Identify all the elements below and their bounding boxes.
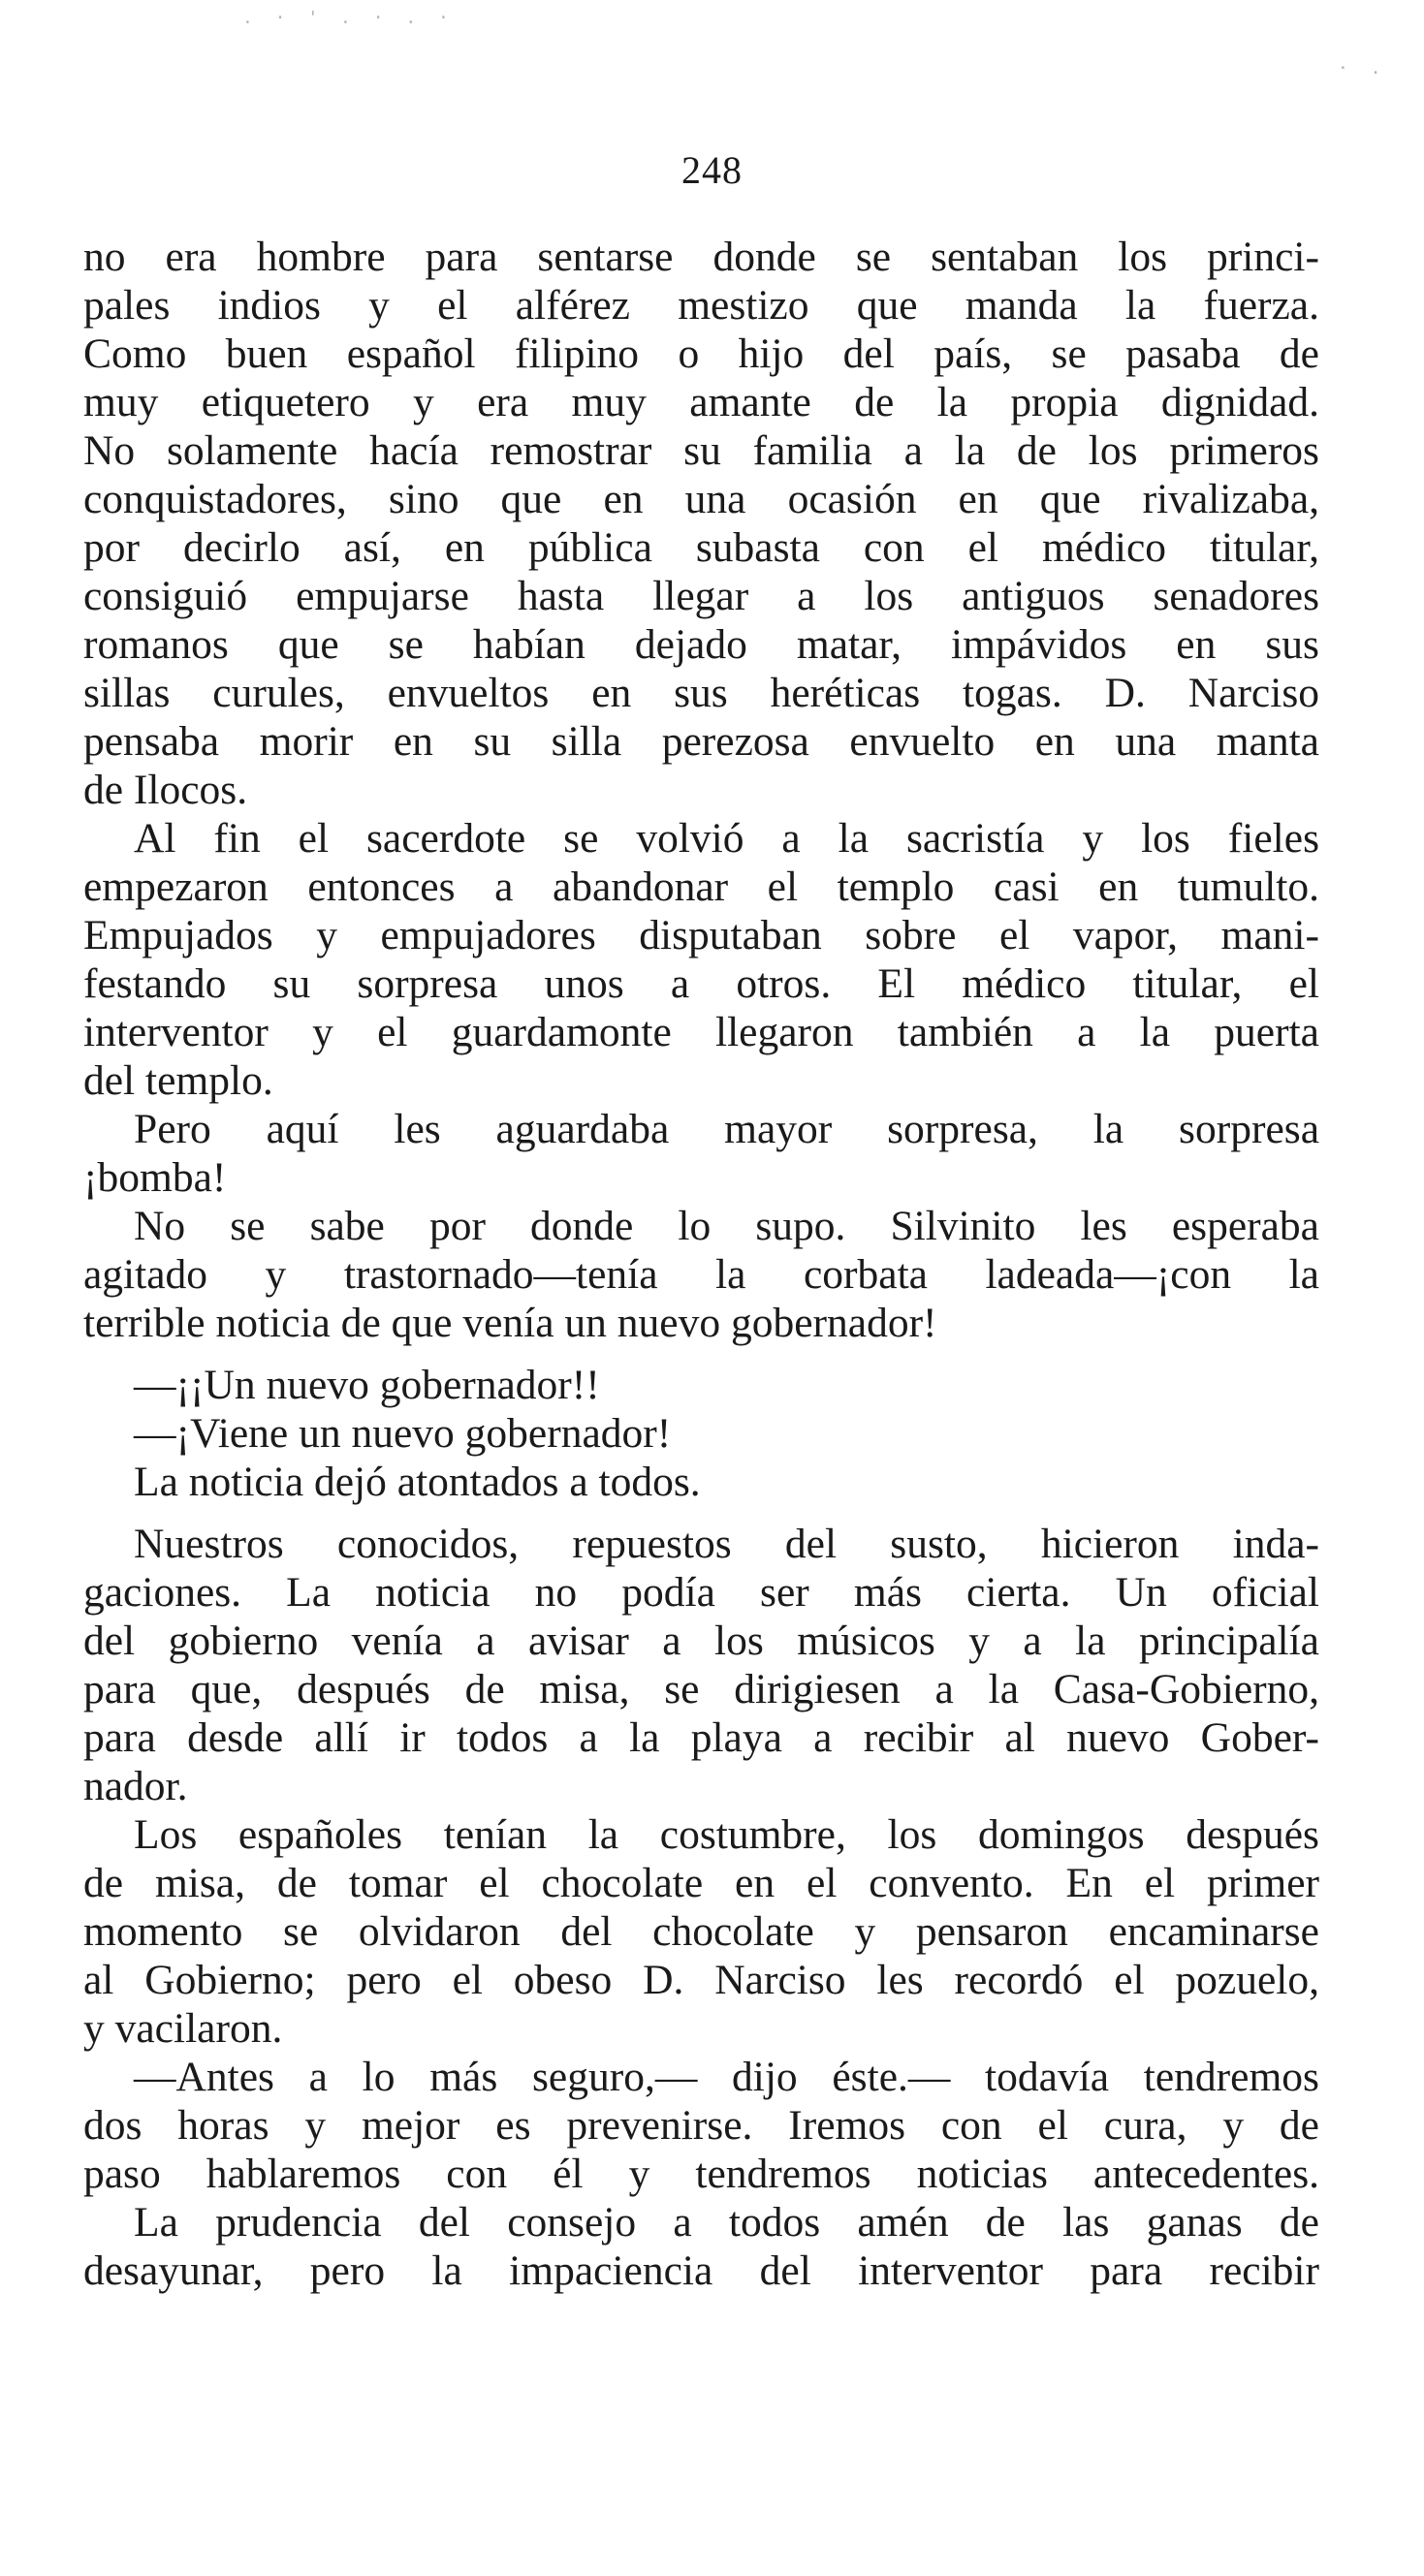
text-line: La noticia dejó atontados a todos.	[134, 1459, 701, 1505]
text-line: y vacilaron.	[83, 2005, 283, 2052]
page-number: 248	[681, 148, 743, 192]
text-line: para que, después de misa, se dirigiesen a la Casa-Gobierno,	[83, 1666, 1319, 1712]
text-line: romanos que se habían dejado matar, impávidos en sus	[83, 621, 1319, 668]
text-line: del templo.	[83, 1057, 273, 1104]
text-line: pensaba morir en su silla perezosa envuelto en una manta	[83, 718, 1319, 765]
text-line: No se sabe por donde lo supo. Silvinito les esperaba	[134, 1203, 1319, 1249]
text-line: sillas curules, envueltos en sus heréticas togas. D. Narciso	[83, 670, 1319, 716]
text-line: de misa, de tomar el chocolate en el convento. En el primer	[83, 1860, 1319, 1906]
text-line: por decirlo así, en pública subasta con el médico titular,	[83, 524, 1319, 571]
body-text	[83, 233, 1319, 2295]
text-line: momento se olvidaron del chocolate y pensaron encaminarse	[83, 1908, 1319, 1955]
text-line: Como buen español filipino o hijo del país, se pasaba de	[83, 330, 1319, 377]
text-line: no era hombre para sentarse donde se sentaban los princi-	[83, 234, 1319, 280]
dialogue-line: —Antes a lo más seguro,— dijo éste.— todavía tendremos	[134, 2054, 1319, 2100]
text-line: del gobierno venía a avisar a los músicos y a la principalía	[83, 1618, 1319, 1664]
text-line: nador.	[83, 1763, 188, 1809]
text-line: pales indios y el alférez mestizo que manda la fuerza.	[83, 282, 1319, 329]
text-line: Empujados y empujadores disputaban sobre el vapor, mani-	[83, 912, 1319, 958]
text-line: paso hablaremos con él y tendremos noticias antecedentes.	[83, 2151, 1319, 2197]
dialogue-line: —¡Viene un nuevo gobernador!	[134, 1410, 672, 1457]
text-line: conquistadores, sino que en una ocasión en que rivalizaba,	[83, 476, 1319, 522]
text-line: Al fin el sacerdote se volvió a la sacristía y los fieles	[134, 815, 1319, 862]
text-line: gaciones. La noticia no podía ser más cierta. Un oficial	[83, 1569, 1319, 1616]
text-line: desayunar, pero la impaciencia del interventor para recibir	[83, 2247, 1319, 2294]
text-line: terrible noticia de que venía un nuevo gobernador!	[83, 1300, 937, 1346]
text-line: festando su sorpresa unos a otros. El médico titular, el	[83, 960, 1319, 1007]
text-line: dos horas y mejor es prevenirse. Iremos con el cura, y de	[83, 2102, 1319, 2149]
text-line: agitado y trastornado—tenía la corbata ladeada—¡con la	[83, 1251, 1319, 1298]
text-line: La prudencia del consejo a todos amén de las ganas de	[134, 2199, 1319, 2246]
text-line: No solamente hacía remostrar su familia a la de los primeros	[83, 427, 1319, 474]
text-line: al Gobierno; pero el obeso D. Narciso les recordó el pozuelo,	[83, 1957, 1319, 2003]
text-line: empezaron entonces a abandonar el templo casi en tumulto.	[83, 864, 1319, 910]
text-line: interventor y el guardamonte llegaron también a la puerta	[83, 1009, 1319, 1055]
text-line: Nuestros conocidos, repuestos del susto, hicieron inda-	[134, 1521, 1319, 1567]
text-line: Pero aquí les aguardaba mayor sorpresa, la sorpresa	[134, 1106, 1319, 1152]
text-line: Los españoles tenían la costumbre, los domingos después	[134, 1811, 1319, 1858]
dialogue-line: —¡¡Un nuevo gobernador!!	[134, 1362, 600, 1408]
text-line: consiguió empujarse hasta llegar a los antiguos senadores	[83, 573, 1319, 619]
text-line: muy etiquetero y era muy amante de la propia dignidad.	[83, 379, 1319, 425]
text-line: ¡bomba!	[83, 1154, 227, 1201]
text-line: de Ilocos.	[83, 767, 248, 813]
scan-noise: · .	[1338, 58, 1387, 79]
scan-noise: . · ' . · . ·	[242, 8, 455, 28]
text-line: para desde allí ir todos a la playa a recibir al nuevo Gober-	[83, 1714, 1319, 1761]
